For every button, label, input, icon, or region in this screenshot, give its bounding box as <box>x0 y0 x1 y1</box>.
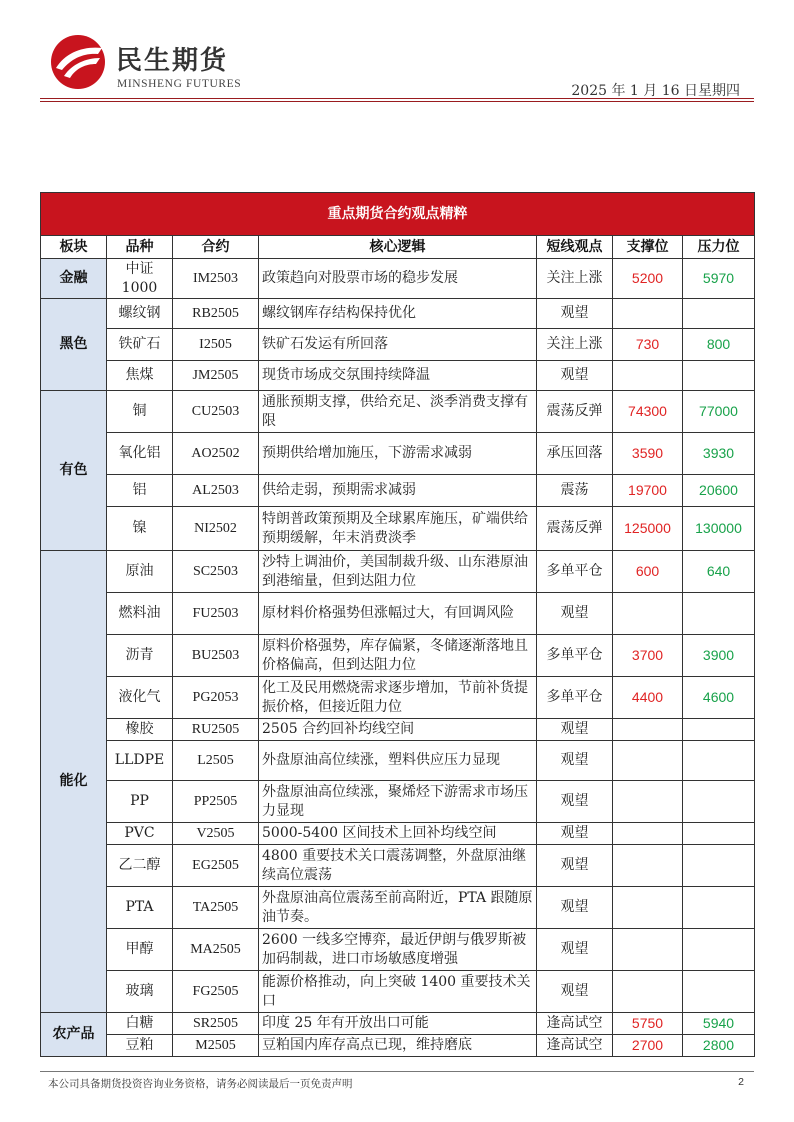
variety-cell: 燃料油 <box>107 593 173 635</box>
resistance-cell: 130000 <box>683 507 755 551</box>
contract-cell: TA2505 <box>173 887 259 929</box>
support-cell: 5750 <box>613 1013 683 1035</box>
sector-cell: 农产品 <box>41 1013 107 1057</box>
support-cell <box>613 845 683 887</box>
resistance-cell: 800 <box>683 329 755 361</box>
table-row <box>41 299 755 329</box>
sector-cell: 有色 <box>41 391 107 551</box>
variety-cell: PVC <box>107 823 173 845</box>
view-cell: 多单平仓 <box>537 677 613 719</box>
logic-cell: 预期供给增加施压，下游需求减弱 <box>259 433 537 475</box>
table-row <box>41 741 755 781</box>
view-cell: 关注上涨 <box>537 259 613 299</box>
support-cell: 4400 <box>613 677 683 719</box>
support-cell: 74300 <box>613 391 683 433</box>
contract-cell: JM2505 <box>173 361 259 391</box>
futures-views-table <box>40 192 755 1057</box>
logic-cell: 能源价格推动，向上突破 1400 重要技术关口 <box>259 971 537 1013</box>
resistance-cell <box>683 361 755 391</box>
support-cell <box>613 719 683 741</box>
logic-cell: 通胀预期支撑，供给充足、淡季消费支撑有限 <box>259 391 537 433</box>
page-header <box>40 30 754 102</box>
resistance-cell <box>683 929 755 971</box>
table-row <box>41 433 755 475</box>
view-cell: 逢高试空 <box>537 1035 613 1057</box>
view-cell: 观望 <box>537 845 613 887</box>
resistance-cell <box>683 719 755 741</box>
view-cell: 多单平仓 <box>537 551 613 593</box>
contract-cell: EG2505 <box>173 845 259 887</box>
logic-cell: 印度 25 年有开放出口可能 <box>259 1013 537 1035</box>
view-cell: 多单平仓 <box>537 635 613 677</box>
table-row <box>41 1013 755 1035</box>
resistance-cell <box>683 971 755 1013</box>
logic-cell: 沙特上调油价，美国制裁升级、山东港原油到港缩量，但到达阻力位 <box>259 551 537 593</box>
support-cell <box>613 781 683 823</box>
logic-cell: 特朗普政策预期及全球累库施压，矿端供给预期缓解，年末消费淡季 <box>259 507 537 551</box>
logic-cell: 豆粕国内库存高点已现，维持磨底 <box>259 1035 537 1057</box>
page-number: 2 <box>738 1076 744 1088</box>
support-cell <box>613 887 683 929</box>
contract-cell: RB2505 <box>173 299 259 329</box>
sector-cell: 黑色 <box>41 299 107 391</box>
logic-cell: 外盘原油高位震荡至前高附近，PTA 跟随原油节奏。 <box>259 887 537 929</box>
column-header-variety: 品种 <box>107 236 173 259</box>
resistance-cell <box>683 299 755 329</box>
logic-cell: 4800 重要技术关口震荡调整，外盘原油继续高位震荡 <box>259 845 537 887</box>
table-row <box>41 635 755 677</box>
footer-divider <box>40 1071 754 1072</box>
column-header-view: 短线观点 <box>537 236 613 259</box>
logic-cell: 原料价格强势，库存偏紧，冬储逐渐落地且价格偏高，但到达阻力位 <box>259 635 537 677</box>
support-cell <box>613 593 683 635</box>
variety-cell: PP <box>107 781 173 823</box>
contract-cell: AO2502 <box>173 433 259 475</box>
table-row <box>41 507 755 551</box>
logic-cell: 2505 合约回补均线空间 <box>259 719 537 741</box>
variety-cell: 铝 <box>107 475 173 507</box>
variety-cell: 白糖 <box>107 1013 173 1035</box>
logic-cell: 外盘原油高位续涨，聚烯烃下游需求市场压力显现 <box>259 781 537 823</box>
table-row <box>41 1035 755 1057</box>
variety-cell: 甲醇 <box>107 929 173 971</box>
support-cell <box>613 299 683 329</box>
support-cell <box>613 361 683 391</box>
resistance-cell: 20600 <box>683 475 755 507</box>
table-title: 重点期货合约观点精粹 <box>41 193 755 236</box>
column-header-support: 支撑位 <box>613 236 683 259</box>
variety-cell: 氧化铝 <box>107 433 173 475</box>
table-row <box>41 259 755 299</box>
table-row <box>41 719 755 741</box>
contract-cell: I2505 <box>173 329 259 361</box>
support-cell <box>613 823 683 845</box>
resistance-cell: 4600 <box>683 677 755 719</box>
contract-cell: M2505 <box>173 1035 259 1057</box>
variety-cell: 螺纹钢 <box>107 299 173 329</box>
logic-cell: 政策趋向对股票市场的稳步发展 <box>259 259 537 299</box>
resistance-cell <box>683 593 755 635</box>
variety-cell: 乙二醇 <box>107 845 173 887</box>
support-cell <box>613 741 683 781</box>
resistance-cell: 640 <box>683 551 755 593</box>
contract-cell: SC2503 <box>173 551 259 593</box>
contract-cell: MA2505 <box>173 929 259 971</box>
brand-name-en: MINSHENG FUTURES <box>117 78 242 90</box>
contract-cell: AL2503 <box>173 475 259 507</box>
contract-cell: FG2505 <box>173 971 259 1013</box>
view-cell: 观望 <box>537 971 613 1013</box>
column-header-sector: 板块 <box>41 236 107 259</box>
resistance-cell <box>683 887 755 929</box>
variety-cell: 橡胶 <box>107 719 173 741</box>
column-header-contract: 合约 <box>173 236 259 259</box>
view-cell: 观望 <box>537 887 613 929</box>
resistance-cell: 3900 <box>683 635 755 677</box>
variety-cell: 镍 <box>107 507 173 551</box>
resistance-cell <box>683 845 755 887</box>
support-cell: 125000 <box>613 507 683 551</box>
support-cell: 730 <box>613 329 683 361</box>
table-header-row <box>41 236 755 259</box>
table-row <box>41 971 755 1013</box>
support-cell: 19700 <box>613 475 683 507</box>
view-cell: 逢高试空 <box>537 1013 613 1035</box>
contract-cell: BU2503 <box>173 635 259 677</box>
contract-cell: PG2053 <box>173 677 259 719</box>
table-row <box>41 823 755 845</box>
contract-cell: CU2503 <box>173 391 259 433</box>
sector-cell: 金融 <box>41 259 107 299</box>
logic-cell: 螺纹钢库存结构保持优化 <box>259 299 537 329</box>
contract-cell: NI2502 <box>173 507 259 551</box>
support-cell: 2700 <box>613 1035 683 1057</box>
view-cell: 震荡 <box>537 475 613 507</box>
table-row <box>41 551 755 593</box>
logic-cell: 铁矿石发运有所回落 <box>259 329 537 361</box>
view-cell: 观望 <box>537 299 613 329</box>
footer-disclaimer: 本公司具备期货投资咨询业务资格，请务必阅读最后一页免责声明 <box>48 1078 353 1090</box>
support-cell: 600 <box>613 551 683 593</box>
header-divider-thin <box>40 101 754 102</box>
contract-cell: IM2503 <box>173 259 259 299</box>
variety-cell: 铜 <box>107 391 173 433</box>
table-row <box>41 361 755 391</box>
view-cell: 观望 <box>537 823 613 845</box>
variety-cell: 液化气 <box>107 677 173 719</box>
view-cell: 观望 <box>537 929 613 971</box>
table-row <box>41 329 755 361</box>
table-row <box>41 475 755 507</box>
variety-cell: 中证1000 <box>107 259 173 299</box>
resistance-cell: 2800 <box>683 1035 755 1057</box>
brand-name-cn: 民生期货 <box>116 46 229 76</box>
view-cell: 观望 <box>537 719 613 741</box>
header-divider <box>40 98 754 99</box>
support-cell: 5200 <box>613 259 683 299</box>
support-cell <box>613 929 683 971</box>
variety-cell: PTA <box>107 887 173 929</box>
sector-cell: 能化 <box>41 551 107 1013</box>
logic-cell: 供给走弱，预期需求减弱 <box>259 475 537 507</box>
contract-cell: V2505 <box>173 823 259 845</box>
resistance-cell <box>683 823 755 845</box>
view-cell: 观望 <box>537 593 613 635</box>
variety-cell: 豆粕 <box>107 1035 173 1057</box>
variety-cell: 原油 <box>107 551 173 593</box>
logic-cell: 外盘原油高位续涨，塑料供应压力显现 <box>259 741 537 781</box>
contract-cell: FU2503 <box>173 593 259 635</box>
view-cell: 承压回落 <box>537 433 613 475</box>
view-cell: 震荡反弹 <box>537 507 613 551</box>
resistance-cell <box>683 781 755 823</box>
view-cell: 观望 <box>537 361 613 391</box>
logic-cell: 现货市场成交氛围持续降温 <box>259 361 537 391</box>
support-cell: 3590 <box>613 433 683 475</box>
table-row <box>41 887 755 929</box>
logic-cell: 化工及民用燃烧需求逐步增加，节前补货提振价格，但接近阻力位 <box>259 677 537 719</box>
table-row <box>41 929 755 971</box>
variety-cell: 铁矿石 <box>107 329 173 361</box>
logic-cell: 5000-5400 区间技术上回补均线空间 <box>259 823 537 845</box>
view-cell: 关注上涨 <box>537 329 613 361</box>
table-row <box>41 677 755 719</box>
view-cell: 观望 <box>537 781 613 823</box>
contract-cell: SR2505 <box>173 1013 259 1035</box>
variety-cell: 焦煤 <box>107 361 173 391</box>
logic-cell: 2600 一线多空博弈，最近伊朗与俄罗斯被加码制裁，进口市场敏感度增强 <box>259 929 537 971</box>
view-cell: 观望 <box>537 741 613 781</box>
contract-cell: L2505 <box>173 741 259 781</box>
table-row <box>41 845 755 887</box>
resistance-cell <box>683 741 755 781</box>
resistance-cell: 5940 <box>683 1013 755 1035</box>
table-row <box>41 593 755 635</box>
support-cell <box>613 971 683 1013</box>
contract-cell: PP2505 <box>173 781 259 823</box>
table-row <box>41 391 755 433</box>
report-date: 2025 年 1 月 16 日星期四 <box>571 83 740 99</box>
resistance-cell: 3930 <box>683 433 755 475</box>
view-cell: 震荡反弹 <box>537 391 613 433</box>
resistance-cell: 5970 <box>683 259 755 299</box>
contract-cell: RU2505 <box>173 719 259 741</box>
variety-cell: 玻璃 <box>107 971 173 1013</box>
minsheng-logo-icon <box>50 34 106 90</box>
resistance-cell: 77000 <box>683 391 755 433</box>
variety-cell: LLDPE <box>107 741 173 781</box>
column-header-resistance: 压力位 <box>683 236 755 259</box>
support-cell: 3700 <box>613 635 683 677</box>
table-row <box>41 781 755 823</box>
variety-cell: 沥青 <box>107 635 173 677</box>
logic-cell: 原材料价格强势但涨幅过大，有回调风险 <box>259 593 537 635</box>
column-header-logic: 核心逻辑 <box>259 236 537 259</box>
